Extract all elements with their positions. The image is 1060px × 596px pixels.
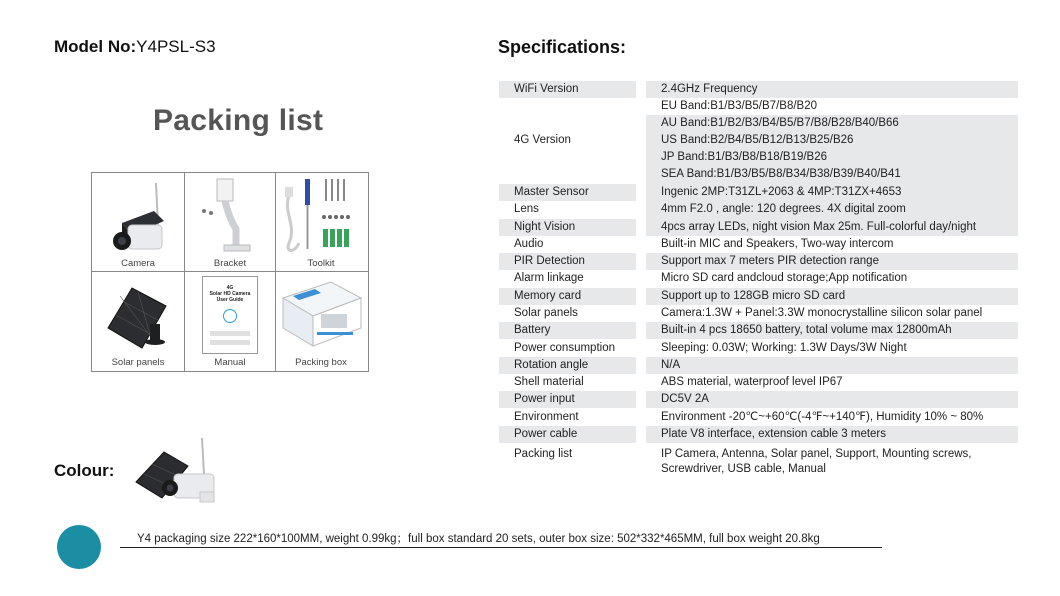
packing-item-camera	[92, 173, 184, 272]
spec-value: Screwdriver, USB cable, Manual	[661, 463, 826, 475]
spec-row-pir-detection	[499, 253, 1018, 270]
spec-label: Power input	[499, 391, 636, 408]
spec-value: Built-in MIC and Speakers, Two-way intercom	[661, 238, 894, 250]
manual-decoration	[210, 340, 250, 345]
spec-label: Shell material	[514, 376, 584, 388]
spec-row-lens	[499, 201, 1018, 218]
packing-list-grid	[91, 172, 369, 372]
spec-value: ABS material, waterproof level IP67	[661, 376, 843, 388]
spec-value: Support up to 128GB micro SD card	[646, 288, 1018, 305]
spec-value: Environment -20℃~+60℃(-4℉~+140℉), Humidity 10% ~ 80%	[661, 411, 984, 423]
spec-value: JP Band:B1/B3/B8/B18/B19/B26	[646, 149, 1018, 235]
spec-label: Environment	[514, 411, 579, 423]
spec-value: 4pcs array LEDs, night vision Max 25m. Full-colorful day/night	[646, 219, 1018, 236]
spec-row-master-sensor	[499, 184, 1018, 201]
spec-row-power-input	[499, 391, 1018, 408]
spec-label: Lens	[514, 203, 539, 215]
spec-row-power-consumption	[499, 340, 1018, 357]
spec-value: SEA Band:B1/B3/B5/B8/B34/B38/B39/B40/B41	[661, 168, 901, 180]
packing-item-solar-panels	[92, 272, 184, 371]
spec-row-power-cable	[499, 426, 1018, 443]
spec-value: Camera:1.3W + Panel:3.3W monocrystalline silicon solar panel	[661, 307, 983, 319]
packing-item-caption: Solar panels	[111, 357, 165, 368]
spec-label: WiFi Version	[499, 81, 636, 98]
spec-row-environment	[499, 409, 1018, 426]
spec-label: Alarm linkage	[514, 272, 584, 284]
packing-list-title: Packing list	[153, 104, 324, 137]
camera-image	[92, 173, 184, 261]
model-number	[54, 37, 216, 57]
toolkit-image	[275, 173, 367, 261]
spec-value: US Band:B2/B4/B5/B12/B13/B25/B26	[661, 134, 854, 146]
spec-value: 4mm F2.0 , angle: 120 degrees. 4X digital zoom	[661, 203, 906, 215]
spec-value: Ingenic 2MP:T31ZL+2063 & 4MP:T31ZX+4653	[646, 184, 1018, 201]
spec-label: Power cable	[499, 426, 636, 443]
spec-value: DC5V 2A	[646, 391, 1018, 408]
specifications-heading: Specifications:	[498, 37, 627, 57]
footer-underline	[120, 547, 882, 548]
spec-row-solar-panels	[499, 305, 1018, 322]
spec-label: Power consumption	[514, 342, 615, 354]
manual-decoration	[210, 331, 250, 336]
packaging-info: Y4 packaging size 222*160*100MM, weight 0.99kg；full box standard 20 sets, outer box size: 502*332*465MM, full box weight 20.8kg	[137, 533, 820, 545]
spec-label: Solar panels	[514, 307, 578, 319]
spec-label: Packing list	[514, 448, 573, 460]
packing-item-manual	[184, 272, 276, 371]
packing-item-caption: Bracket	[213, 258, 247, 269]
spec-value: Plate V8 interface, extension cable 3 meters	[646, 426, 1018, 443]
spec-value: Sleeping: 0.03W; Working: 1.3W Days/3W Night	[661, 342, 907, 354]
packing-item-caption: Packing box	[295, 357, 347, 368]
colour-product-image	[134, 436, 224, 506]
spec-value: Built-in 4 pcs 18650 battery, total volume max 12800mAh	[646, 322, 1018, 339]
packing-item-caption: Toolkit	[307, 258, 335, 269]
spec-label: Memory card	[499, 288, 636, 305]
spec-value: AU Band:B1/B2/B3/B4/B5/B7/B8/B28/B40/B66	[646, 115, 1018, 201]
spec-row-audio	[499, 236, 1018, 253]
packing-item-toolkit	[275, 173, 367, 272]
model-value: Y4PSL-S3	[136, 37, 216, 56]
home-icon	[223, 309, 237, 323]
model-label: Model No:	[54, 37, 137, 56]
manual-title-line: Solar HD Camera	[209, 291, 251, 297]
spec-value: EU Band:B1/B3/B5/B7/B8/B20	[661, 100, 817, 112]
spec-label: Rotation angle	[499, 357, 636, 374]
packing-item-bracket	[184, 173, 276, 272]
manual-title-line: 4G	[226, 285, 234, 291]
bracket-image	[184, 173, 276, 261]
packing-item-caption: Camera	[121, 258, 155, 269]
spec-row-night-vision	[499, 219, 1018, 236]
spec-label: Master Sensor	[499, 184, 636, 201]
spec-row-4g	[499, 98, 1018, 184]
spec-row-packing-list	[499, 446, 1018, 480]
packing-item-caption: Manual	[214, 357, 246, 368]
spec-value: IP Camera, Antenna, Solar panel, Support, Mounting screws,	[661, 448, 972, 460]
spec-label: 4G Version	[514, 134, 571, 146]
spec-row-rotation-angle	[499, 357, 1018, 374]
spec-row-shell-material	[499, 374, 1018, 391]
spec-value: 2.4GHz Frequency	[646, 81, 1018, 98]
spec-row-wifi	[499, 81, 1018, 98]
spec-label: Battery	[499, 322, 636, 339]
teal-circle-decoration	[57, 525, 101, 569]
colour-label: Colour:	[54, 461, 115, 480]
spec-row-alarm-linkage	[499, 270, 1018, 287]
spec-value: Support max 7 meters PIR detection range	[646, 253, 1018, 270]
spec-label: PIR Detection	[499, 253, 636, 270]
packing-item-box	[275, 272, 367, 371]
manual-booklet	[202, 276, 258, 354]
spec-label: Night Vision	[499, 219, 636, 236]
solar-panel-image	[92, 272, 184, 360]
packing-box-image	[275, 272, 367, 360]
spec-value: N/A	[646, 357, 1018, 374]
manual-title-line: User Guide	[216, 297, 244, 303]
spec-value: Micro SD card andcloud storage;App notification	[661, 272, 908, 284]
spec-row-battery	[499, 322, 1018, 339]
spec-row-memory-card	[499, 288, 1018, 305]
spec-label: Audio	[514, 238, 544, 250]
